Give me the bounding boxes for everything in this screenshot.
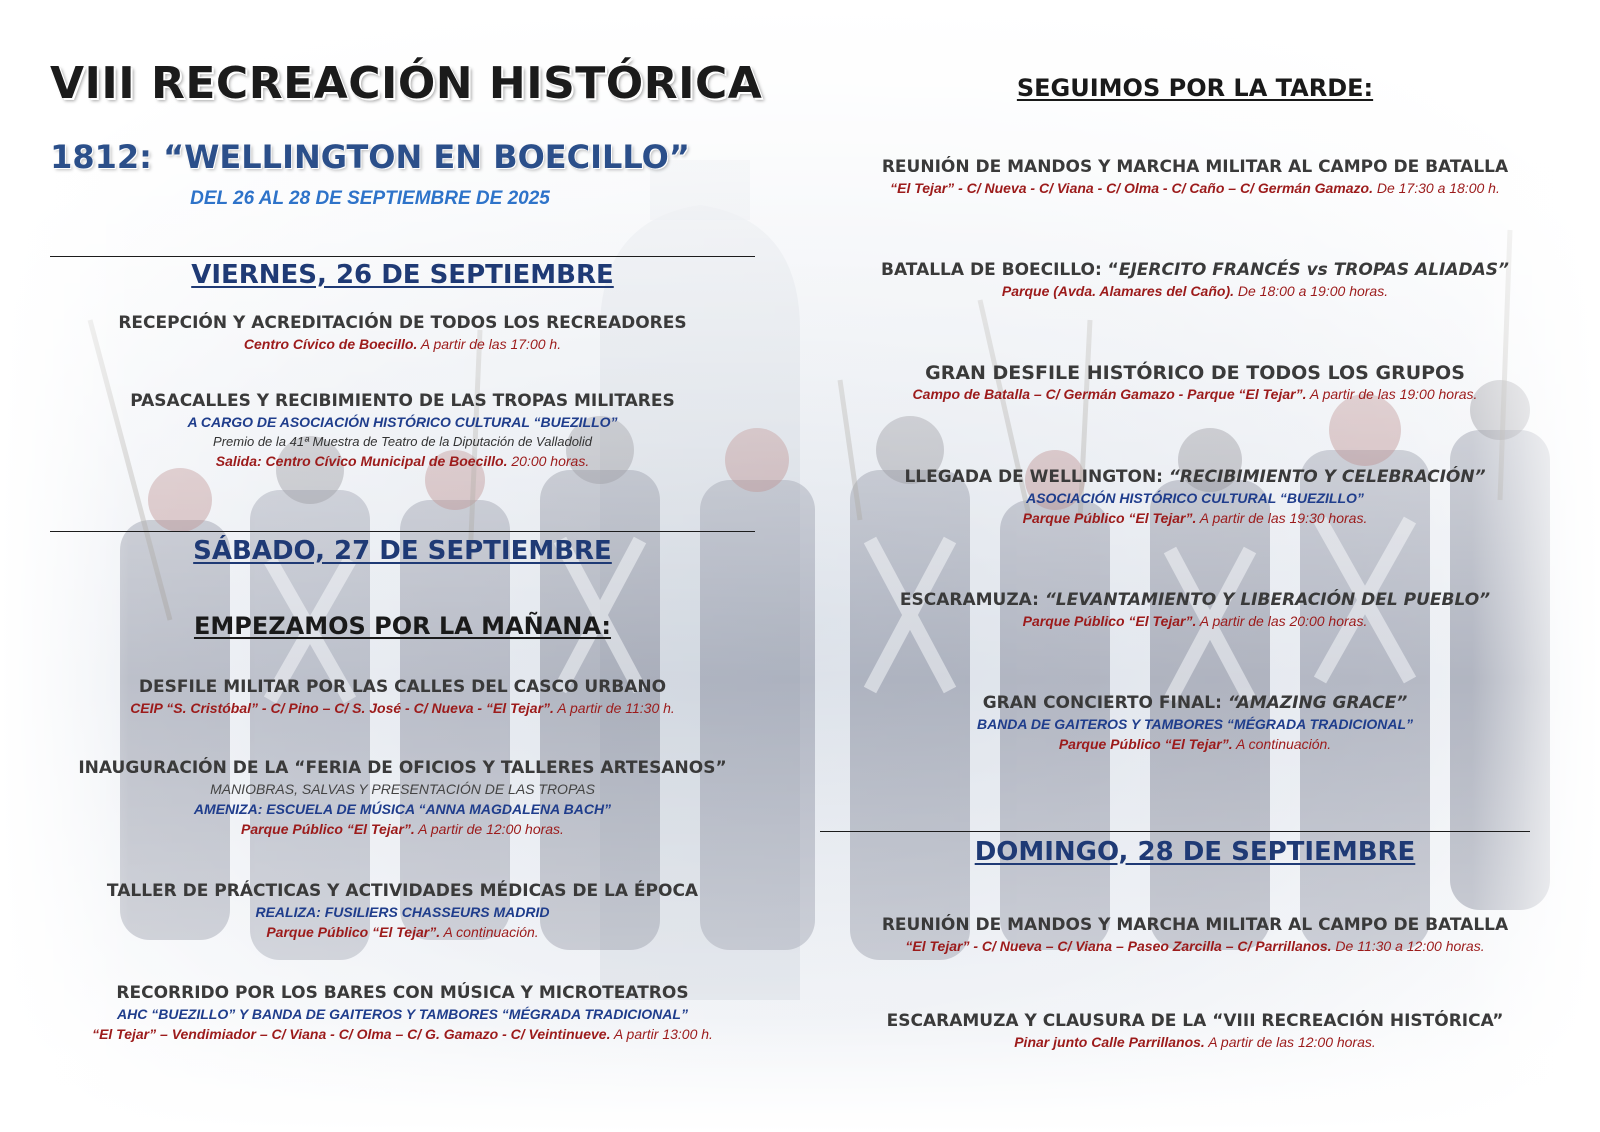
divider (50, 256, 755, 257)
event-friday-1 (50, 312, 755, 354)
event-friday-2 (50, 390, 755, 471)
event-place: “El Tejar” - C/ Nueva – C/ Viana – Paseo Zarcilla – C/ Parrillanos. (905, 938, 1332, 954)
event-title: INAUGURACIÓN DE LA “FERIA DE OFICIOS Y TALLERES ARTESANOS” (78, 758, 727, 778)
event-place: Centro Cívico de Boecillo. (243, 336, 418, 352)
event-organizer: A CARGO DE ASOCIACIÓN HISTÓRICO CULTURAL “BUEZILLO” (187, 414, 618, 430)
event-saturday-afternoon-5 (830, 589, 1560, 631)
event-place: “El Tejar” - C/ Nueva - C/ Viana - C/ Olma - C/ Caño – C/ Germán Gamazo. (890, 180, 1373, 196)
event-award: Premio de la 41ª Muestra de Teatro de la Diputación de Valladolid (213, 434, 592, 449)
event-title: PASACALLES Y RECIBIMIENTO DE LAS TROPAS MILITARES (130, 391, 675, 411)
day-heading-sunday: DOMINGO, 28 DE SEPTIEMBRE (974, 837, 1416, 867)
page-title: VIII RECREACIÓN HISTÓRICA (50, 58, 763, 109)
event-saturday-afternoon-1 (830, 156, 1560, 198)
event-detail: MANIOBRAS, SALVAS Y PRESENTACIÓN DE LAS TROPAS (210, 781, 595, 797)
event-title: RECORRIDO POR LOS BARES CON MÚSICA Y MICROTEATROS (116, 983, 689, 1003)
event-title: TALLER DE PRÁCTICAS Y ACTIVIDADES MÉDICAS DE LA ÉPOCA (106, 881, 699, 901)
event-title: RECEPCIÓN Y ACREDITACIÓN DE TODOS LOS RECREADORES (118, 313, 687, 333)
event-time: De 11:30 a 12:00 horas. (1331, 938, 1485, 954)
divider (820, 831, 1530, 832)
event-saturday-afternoon-2 (830, 259, 1560, 301)
event-place: Salida: Centro Cívico Municipal de Boecillo. (215, 453, 508, 469)
event-place: Parque Público “El Tejar”. (266, 924, 441, 940)
event-title: LLEGADA DE WELLINGTON: “RECIBIMIENTO Y CELEBRACIÓN” (904, 467, 1486, 487)
event-organizer: ASOCIACIÓN HISTÓRICO CULTURAL “BUEZILLO” (1026, 490, 1364, 506)
day-heading-friday: VIERNES, 26 DE SEPTIEMBRE (191, 260, 614, 290)
event-sunday-1 (830, 914, 1560, 956)
day-heading-saturday: SÁBADO, 27 DE SEPTIEMBRE (193, 536, 612, 566)
event-dates: DEL 26 AL 28 DE SEPTIEMBRE DE 2025 (190, 188, 550, 209)
event-organizer: AMENIZA: ESCUELA DE MÚSICA “ANNA MAGDALENA BACH” (193, 801, 612, 817)
event-saturday-3 (50, 880, 755, 942)
event-saturday-4 (50, 982, 755, 1044)
event-time: A continuación. (440, 924, 539, 940)
event-place: “El Tejar” – Vendimiador – C/ Viana - C/ Olma – C/ G. Gamazo - C/ Veintinueve. (92, 1026, 611, 1042)
event-place: Parque Público “El Tejar”. (1022, 510, 1197, 526)
section-heading-afternoon: SEGUIMOS POR LA TARDE: (1016, 74, 1374, 102)
event-time: A partir de 11:30 h. (553, 700, 675, 716)
event-title: DESFILE MILITAR POR LAS CALLES DEL CASCO URBANO (138, 677, 667, 697)
event-time: A partir de 12:00 horas. (414, 821, 564, 837)
event-time: De 18:00 a 19:00 horas. (1234, 283, 1389, 299)
event-place: Pinar junto Calle Parrillanos. (1014, 1034, 1205, 1050)
event-place: Campo de Batalla – C/ Germán Gamazo - Parque “El Tejar”. (912, 386, 1307, 402)
event-time: A partir 13:00 h. (610, 1026, 713, 1042)
event-saturday-afternoon-3 (830, 362, 1560, 404)
event-time: A partir de las 20:00 horas. (1196, 613, 1368, 629)
event-title: BATALLA DE BOECILLO: “EJERCITO FRANCÉS vs TROPAS ALIADAS” (881, 260, 1509, 280)
event-time: A partir de las 19:30 horas. (1196, 510, 1368, 526)
event-organizer: AHC “BUEZILLO” Y BANDA DE GAITEROS Y TAMBORES “MÉGRADA TRADICIONAL” (117, 1006, 688, 1022)
section-heading-morning: EMPEZAMOS POR LA MAÑANA: (193, 612, 612, 640)
event-saturday-2 (50, 757, 755, 839)
event-subtitle: 1812: “WELLINGTON EN BOECILLO” (50, 138, 690, 176)
event-title: ESCARAMUZA Y CLAUSURA DE LA “VIII RECREACIÓN HISTÓRICA” (886, 1011, 1504, 1031)
event-place: Parque Público “El Tejar”. (241, 821, 415, 837)
event-sunday-2 (830, 1010, 1560, 1052)
event-title: REUNIÓN DE MANDOS Y MARCHA MILITAR AL CAMPO DE BATALLA (881, 157, 1509, 177)
event-place: Parque Público “El Tejar”. (1022, 613, 1197, 629)
event-saturday-1 (50, 676, 755, 718)
event-time: A partir de las 12:00 horas. (1204, 1034, 1376, 1050)
divider (50, 531, 755, 532)
event-time: A partir de las 17:00 h. (417, 336, 562, 352)
event-saturday-afternoon-6 (830, 692, 1560, 754)
event-place: CEIP “S. Cristóbal” - C/ Pino – C/ S. José - C/ Nueva - “El Tejar”. (130, 700, 554, 716)
event-title: GRAN DESFILE HISTÓRICO DE TODOS LOS GRUPOS (925, 362, 1465, 384)
event-time: De 17:30 a 18:00 h. (1372, 180, 1500, 196)
event-title: REUNIÓN DE MANDOS Y MARCHA MILITAR AL CAMPO DE BATALLA (881, 915, 1509, 935)
event-organizer: REALIZA: FUSILIERS CHASSEURS MADRID (255, 904, 550, 920)
event-saturday-afternoon-4 (830, 466, 1560, 528)
event-time: 20:00 horas. (507, 453, 590, 469)
event-place: Parque Público “El Tejar”. (1058, 736, 1233, 752)
event-place: Parque (Avda. Alamares del Caño). (1001, 283, 1234, 299)
event-title: GRAN CONCIERTO FINAL: “AMAZING GRACE” (982, 693, 1408, 713)
event-time: A continuación. (1232, 736, 1332, 752)
event-time: A partir de las 19:00 horas. (1306, 386, 1478, 402)
event-organizer: BANDA DE GAITEROS Y TAMBORES “MÉGRADA TRADICIONAL” (976, 716, 1414, 732)
event-title: ESCARAMUZA: “LEVANTAMIENTO Y LIBERACIÓN DEL PUEBLO” (899, 590, 1491, 610)
